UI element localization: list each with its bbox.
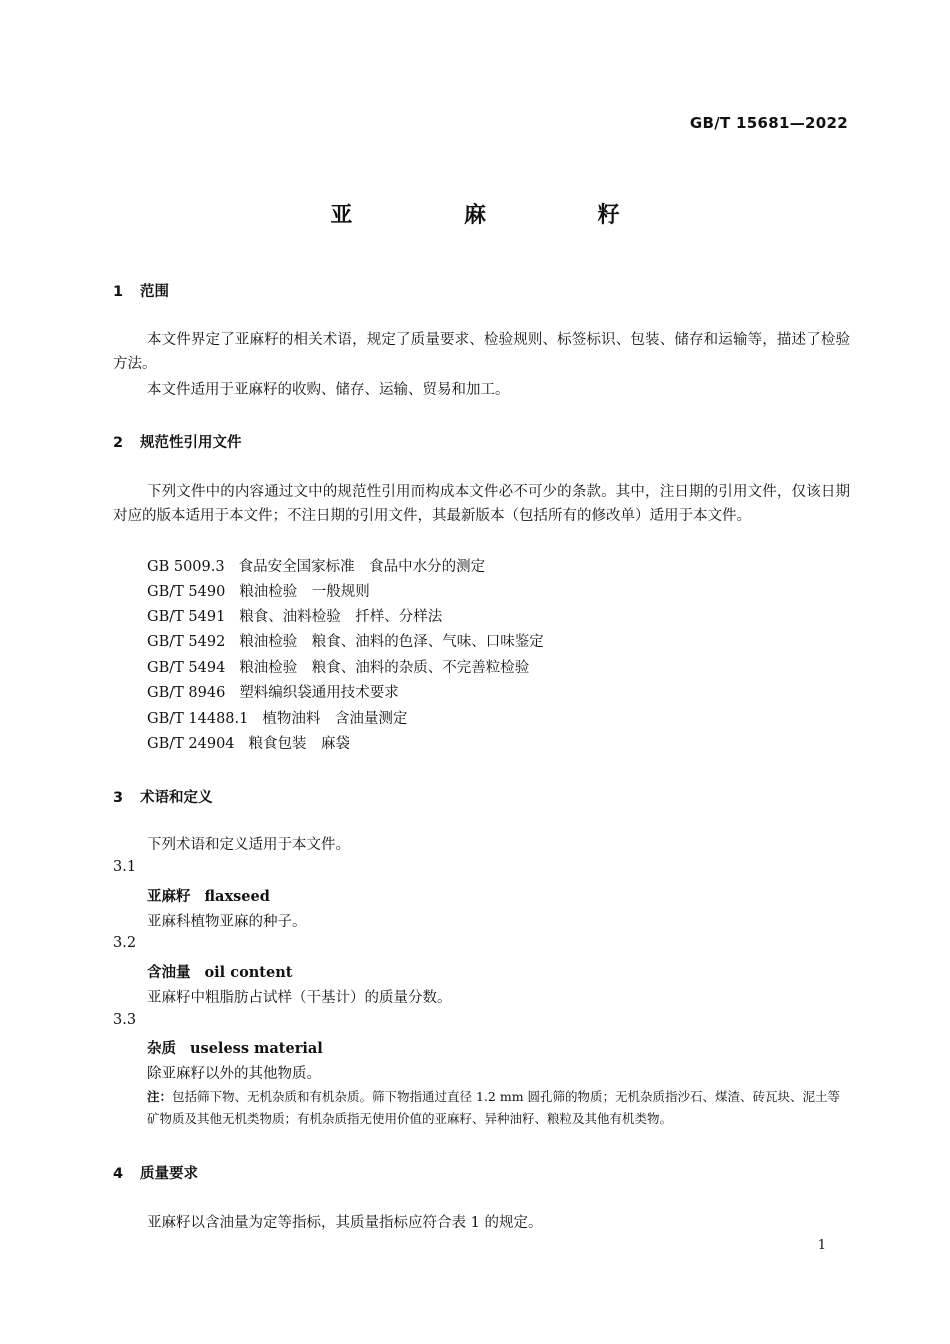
reference-item: GB/T 5490 粮油检验 一般规则: [147, 584, 370, 600]
section-4-paragraph: 亚麻籽以含油量为定等指标，其质量指标应符合表 1 的规定。: [147, 1215, 543, 1231]
section-title: 规范性引用文件: [140, 435, 242, 451]
section-2-intro: 下列文件中的内容通过文中的规范性引用而构成本文件必不可少的条款。其中，注日期的引用文件，仅该日期对应的版本适用于本文件；不注日期的引用文件，其最新版本（包括所有的修改单）适用于本文件。: [113, 484, 850, 524]
term-name: 亚麻籽 flaxseed: [147, 888, 270, 905]
term-number: 3.2: [113, 935, 137, 951]
term-name: 含油量 oil content: [147, 964, 293, 981]
section-3-intro: 下列术语和定义适用于本文件。: [147, 837, 350, 853]
reference-item: GB/T 8946 塑料编织袋通用技术要求: [147, 685, 399, 701]
term-number: 3.3: [113, 1012, 137, 1028]
section-number: 1: [113, 284, 124, 300]
term-definition: 除亚麻籽以外的其他物质。: [147, 1066, 321, 1082]
section-title: 质量要求: [140, 1166, 198, 1182]
section-number: 4: [113, 1166, 124, 1182]
reference-item: GB 5009.3 食品安全国家标准 食品中水分的测定: [147, 559, 486, 575]
section-3-heading: [113, 786, 213, 807]
note-label: 注：: [147, 1089, 173, 1104]
section-1-paragraph-1: 本文件界定了亚麻籽的相关术语，规定了质量要求、检验规则、标签标识、包装、储存和运输等，描述了检验方法。: [113, 332, 850, 372]
reference-item: GB/T 24904 粮食包装 麻袋: [147, 736, 351, 752]
term-number: 3.1: [113, 859, 137, 875]
note-text: 包括筛下物、无机杂质和有机杂质。筛下物指通过直径 1.2 mm 圆孔筛的物质；无机杂质指沙石、煤渣、砖瓦块、泥土等矿物质及其他无机类物质；有机杂质指无使用价值的亚麻籽、异种油籽、粮粒及其他有机类物。: [147, 1089, 841, 1126]
reference-item: GB/T 5494 粮油检验 粮食、油料的杂质、不完善粒检验: [147, 660, 530, 676]
reference-item: GB/T 5491 粮食、油料检验 扦样、分样法: [147, 609, 443, 625]
section-2-heading: [113, 431, 242, 452]
term-definition: 亚麻科植物亚麻的种子。: [147, 914, 307, 930]
section-1-paragraph-2: 本文件适用于亚麻籽的收购、储存、运输、贸易和加工。: [147, 382, 510, 398]
section-title: 范围: [140, 284, 169, 300]
document-title: 亚 麻 籽: [330, 203, 672, 228]
term-definition: 亚麻籽中粗脂肪占试样（干基计）的质量分数。: [147, 990, 452, 1006]
section-title: 术语和定义: [140, 790, 213, 806]
term-note: [147, 1086, 852, 1130]
section-number: 2: [113, 435, 124, 451]
term-name: 杂质 useless material: [147, 1040, 323, 1057]
section-4-heading: [113, 1162, 198, 1183]
section-number: 3: [113, 790, 124, 806]
page-number: 1: [817, 1238, 826, 1253]
reference-item: GB/T 5492 粮油检验 粮食、油料的色泽、气味、口味鉴定: [147, 634, 544, 650]
reference-item: GB/T 14488.1 植物油料 含油量测定: [147, 711, 408, 727]
standard-code: GB/T 15681—2022: [689, 114, 848, 132]
section-1-heading: [113, 280, 169, 301]
